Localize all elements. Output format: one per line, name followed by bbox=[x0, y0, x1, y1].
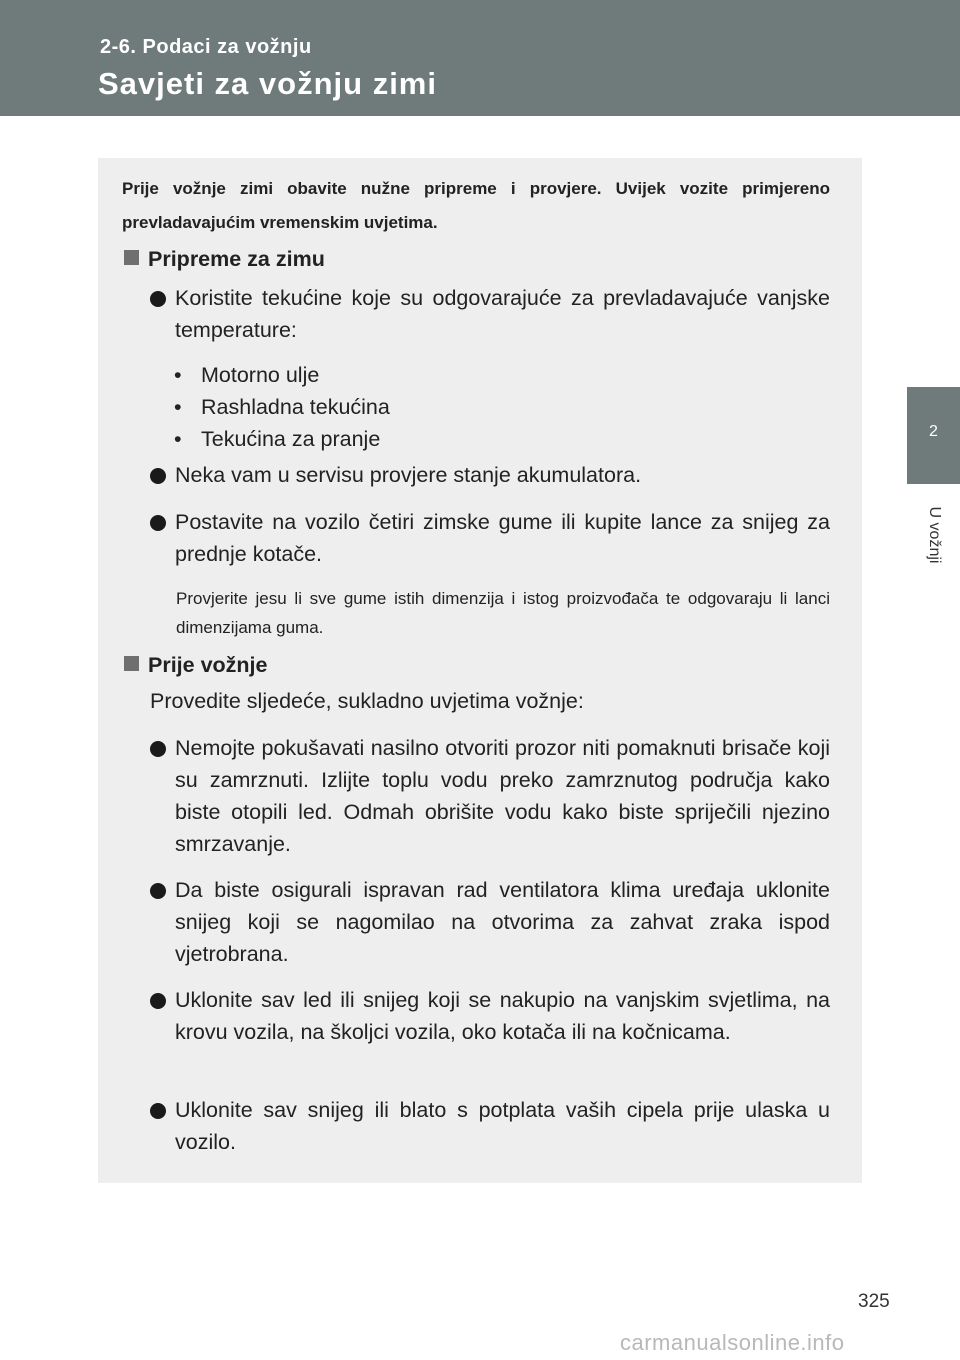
square-bullet-icon bbox=[124, 656, 139, 671]
list-item bbox=[150, 732, 830, 860]
chapter-tab-label: U vožnji bbox=[926, 506, 943, 564]
section-heading-text: Pripreme za zimu bbox=[148, 247, 325, 271]
list-item bbox=[150, 984, 830, 1048]
page-title: Savjeti za vožnju zimi bbox=[98, 66, 437, 101]
section-heading-before-driving bbox=[124, 653, 268, 678]
sub-list-item bbox=[174, 363, 319, 388]
sub-bullet-marker: • bbox=[174, 363, 182, 387]
watermark: carmanualsonline.info bbox=[620, 1330, 845, 1355]
round-bullet-icon bbox=[150, 883, 166, 899]
intro-text: Prije vožnje zimi obavite nužne pripreme i provjere. Uvijek vozite primjereno prevladavajućim vremenskim uvjetima. bbox=[122, 179, 830, 232]
round-bullet-icon bbox=[150, 741, 166, 757]
round-bullet-icon bbox=[150, 993, 166, 1009]
chapter-tab-number: 2 bbox=[929, 423, 938, 440]
sub-list-item-text: Motorno ulje bbox=[201, 363, 320, 387]
list-item-text: Da biste osigurali ispravan rad ventilatora klima uređaja uklonite snijeg koji se nagomilao na otvorima za zahvat zraka ispod vjetrobrana. bbox=[175, 878, 830, 966]
list-item bbox=[150, 1094, 830, 1158]
list-item-text: Neka vam u servisu provjere stanje akumulatora. bbox=[175, 463, 642, 487]
sub-list-item-text: Rashladna tekućina bbox=[201, 395, 390, 419]
section-heading-winter-prep bbox=[124, 247, 325, 272]
list-item-text: Koristite tekućine koje su odgovarajuće za prevladavajuće vanjske temperature: bbox=[175, 286, 830, 342]
list-item-text: Uklonite sav snijeg ili blato s potplata vaših cipela prije ulaska u vozilo. bbox=[175, 1098, 830, 1154]
round-bullet-icon bbox=[150, 515, 166, 531]
sub-list-item-text: Tekućina za pranje bbox=[201, 427, 381, 451]
section-heading-text: Prije vožnje bbox=[148, 653, 268, 677]
round-bullet-icon bbox=[150, 468, 166, 484]
sub-list-item bbox=[174, 427, 380, 452]
page-number: 325 bbox=[858, 1291, 890, 1312]
list-item bbox=[150, 459, 830, 491]
list-item bbox=[150, 282, 830, 346]
list-item bbox=[150, 506, 830, 570]
square-bullet-icon bbox=[124, 250, 139, 265]
sub-bullet-marker: • bbox=[174, 427, 182, 451]
section-label: 2-6. Podaci za vožnju bbox=[100, 36, 312, 58]
list-item-text: Nemojte pokušavati nasilno otvoriti prozor niti pomaknuti brisače koji su zamrznuti. Izlijte toplu vodu preko zamrznutog područja kako biste otopili led. Odmah obrišite vodu kako biste spriječili njezino smrzavanje. bbox=[175, 736, 830, 856]
sub-list-item bbox=[174, 395, 390, 420]
list-item-text: Postavite na vozilo četiri zimske gume ili kupite lance za snijeg za prednje kotače. bbox=[175, 510, 830, 566]
round-bullet-icon bbox=[150, 291, 166, 307]
note-text: Provjerite jesu li sve gume istih dimenzija i istog proizvođača te odgovaraju li lanci dimenzijama guma. bbox=[176, 589, 830, 637]
round-bullet-icon bbox=[150, 1103, 166, 1119]
list-item bbox=[150, 874, 830, 970]
chapter-tab bbox=[907, 387, 960, 484]
list-item-text: Uklonite sav led ili snijeg koji se nakupio na vanjskim svjetlima, na krovu vozila, na školjci vozila, oko kotača ili na kočnicama. bbox=[175, 988, 830, 1044]
section-lead-text: Provedite sljedeće, sukladno uvjetima vožnje: bbox=[150, 689, 584, 713]
sub-bullet-marker: • bbox=[174, 395, 182, 419]
